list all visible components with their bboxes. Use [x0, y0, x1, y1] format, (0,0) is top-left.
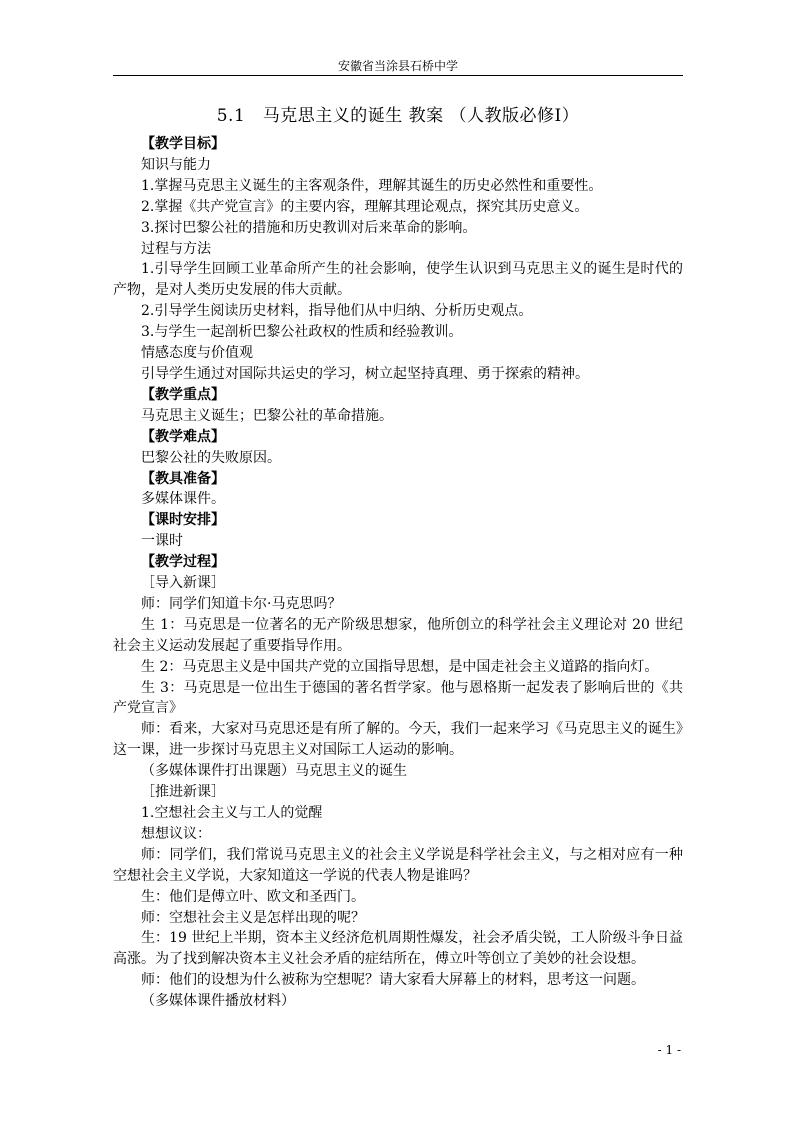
- paragraph: （多媒体课件播放材料）: [141, 993, 295, 1010]
- page-header: 安徽省当涂县石桥中学: [337, 59, 458, 73]
- paragraph: 师：他们的设想为什么被称为空想呢？请大家看大屏幕上的材料，思考这一问题。: [141, 972, 645, 989]
- paragraph: 生 3：马克思是一位出生于德国的著名哲学家。他与恩格斯一起发表了影响后世的《共产党宣言》: [113, 679, 683, 717]
- paragraph: 2.掌握《共产党宣言》的主要内容，理解其理论观点，探究其历史意义。: [141, 198, 589, 215]
- paragraph: 3.与学生一起剖析巴黎公社政权的性质和经验教训。: [141, 324, 463, 341]
- paragraph: 引导学生通过对国际共运史的学习，树立起坚持真理、勇于探索的精神。: [141, 365, 589, 382]
- section-heading: 【教学过程】: [141, 554, 225, 571]
- section-heading: 【教学难点】: [141, 428, 225, 445]
- paragraph: 1.掌握马克思主义诞生的主客观条件，理解其诞生的历史必然性和重要性。: [141, 177, 603, 194]
- paragraph: 马克思主义诞生；巴黎公社的革命措施。: [141, 407, 393, 424]
- paragraph: 师：同学们，我们常说马克思主义的社会主义学说是科学社会主义，与之相对应有一种空想社会主义学说，大家知道这一学说的代表人物是谁吗？: [113, 846, 683, 884]
- paragraph: 情感态度与价值观: [141, 345, 253, 362]
- section-heading: 【教学目标】: [141, 136, 225, 152]
- paragraph: ［导入新课］: [141, 575, 225, 592]
- header-rule: [113, 75, 683, 76]
- paragraph: 师：看来，大家对马克思还是有所了解的。今天，我们一起来学习《马克思主义的诞生》这一课，进一步探讨马克思主义对国际工人运动的影响。: [113, 721, 683, 759]
- paragraph: 多媒体课件。: [141, 491, 225, 508]
- paragraph: 想想议议：: [141, 825, 211, 842]
- paragraph: 3.探讨巴黎公社的措施和历史教训对后来革命的影响。: [141, 219, 477, 236]
- paragraph: 巴黎公社的失败原因。: [141, 449, 281, 466]
- paragraph: 2.引导学生阅读历史材料，指导他们从中归纳、分析历史观点。: [141, 303, 533, 320]
- paragraph: 一课时: [141, 533, 183, 550]
- paragraph: 生 2：马克思主义是中国共产党的立国指导思想，是中国走社会主义道路的指向灯。: [141, 658, 659, 675]
- page-number: - 1 -: [657, 1043, 681, 1057]
- paragraph: 生：他们是傅立叶、欧文和圣西门。: [141, 888, 365, 905]
- paragraph: （多媒体课件打出课题）马克思主义的诞生: [141, 763, 407, 780]
- paragraph: 1.空想社会主义与工人的觉醒: [141, 805, 323, 821]
- document-body: [113, 134, 683, 1012]
- paragraph: 师：空想社会主义是怎样出现的呢？: [141, 909, 365, 926]
- paragraph: 师：同学们知道卡尔·马克思吗？: [141, 595, 342, 612]
- section-heading: 【课时安排】: [141, 512, 225, 529]
- section-heading: 【教学重点】: [141, 386, 225, 403]
- paragraph: 1.引导学生回顾工业革命所产生的社会影响，使学生认识到马克思主义的诞生是时代的产物，是对人类历史发展的伟大贡献。: [113, 261, 683, 299]
- paragraph: 过程与方法: [141, 240, 211, 257]
- paragraph: 生 1：马克思是一位著名的无产阶级思想家，他所创立的科学社会主义理论对 20 世纪社会主义运动发展起了重要指导作用。: [113, 616, 683, 654]
- paragraph: 生：19 世纪上半期，资本主义经济危机周期性爆发，社会矛盾尖锐，工人阶级斗争日益高涨。为了找到解决资本主义社会矛盾的症结所在，傅立叶等创立了美妙的社会设想。: [113, 930, 683, 968]
- document-title: 5.1 马克思主义的诞生 教案 （人教版必修Ⅰ）: [216, 106, 580, 126]
- section-heading: 【教具准备】: [141, 470, 225, 487]
- paragraph: ［推进新课］: [141, 784, 225, 801]
- paragraph: 知识与能力: [141, 156, 211, 173]
